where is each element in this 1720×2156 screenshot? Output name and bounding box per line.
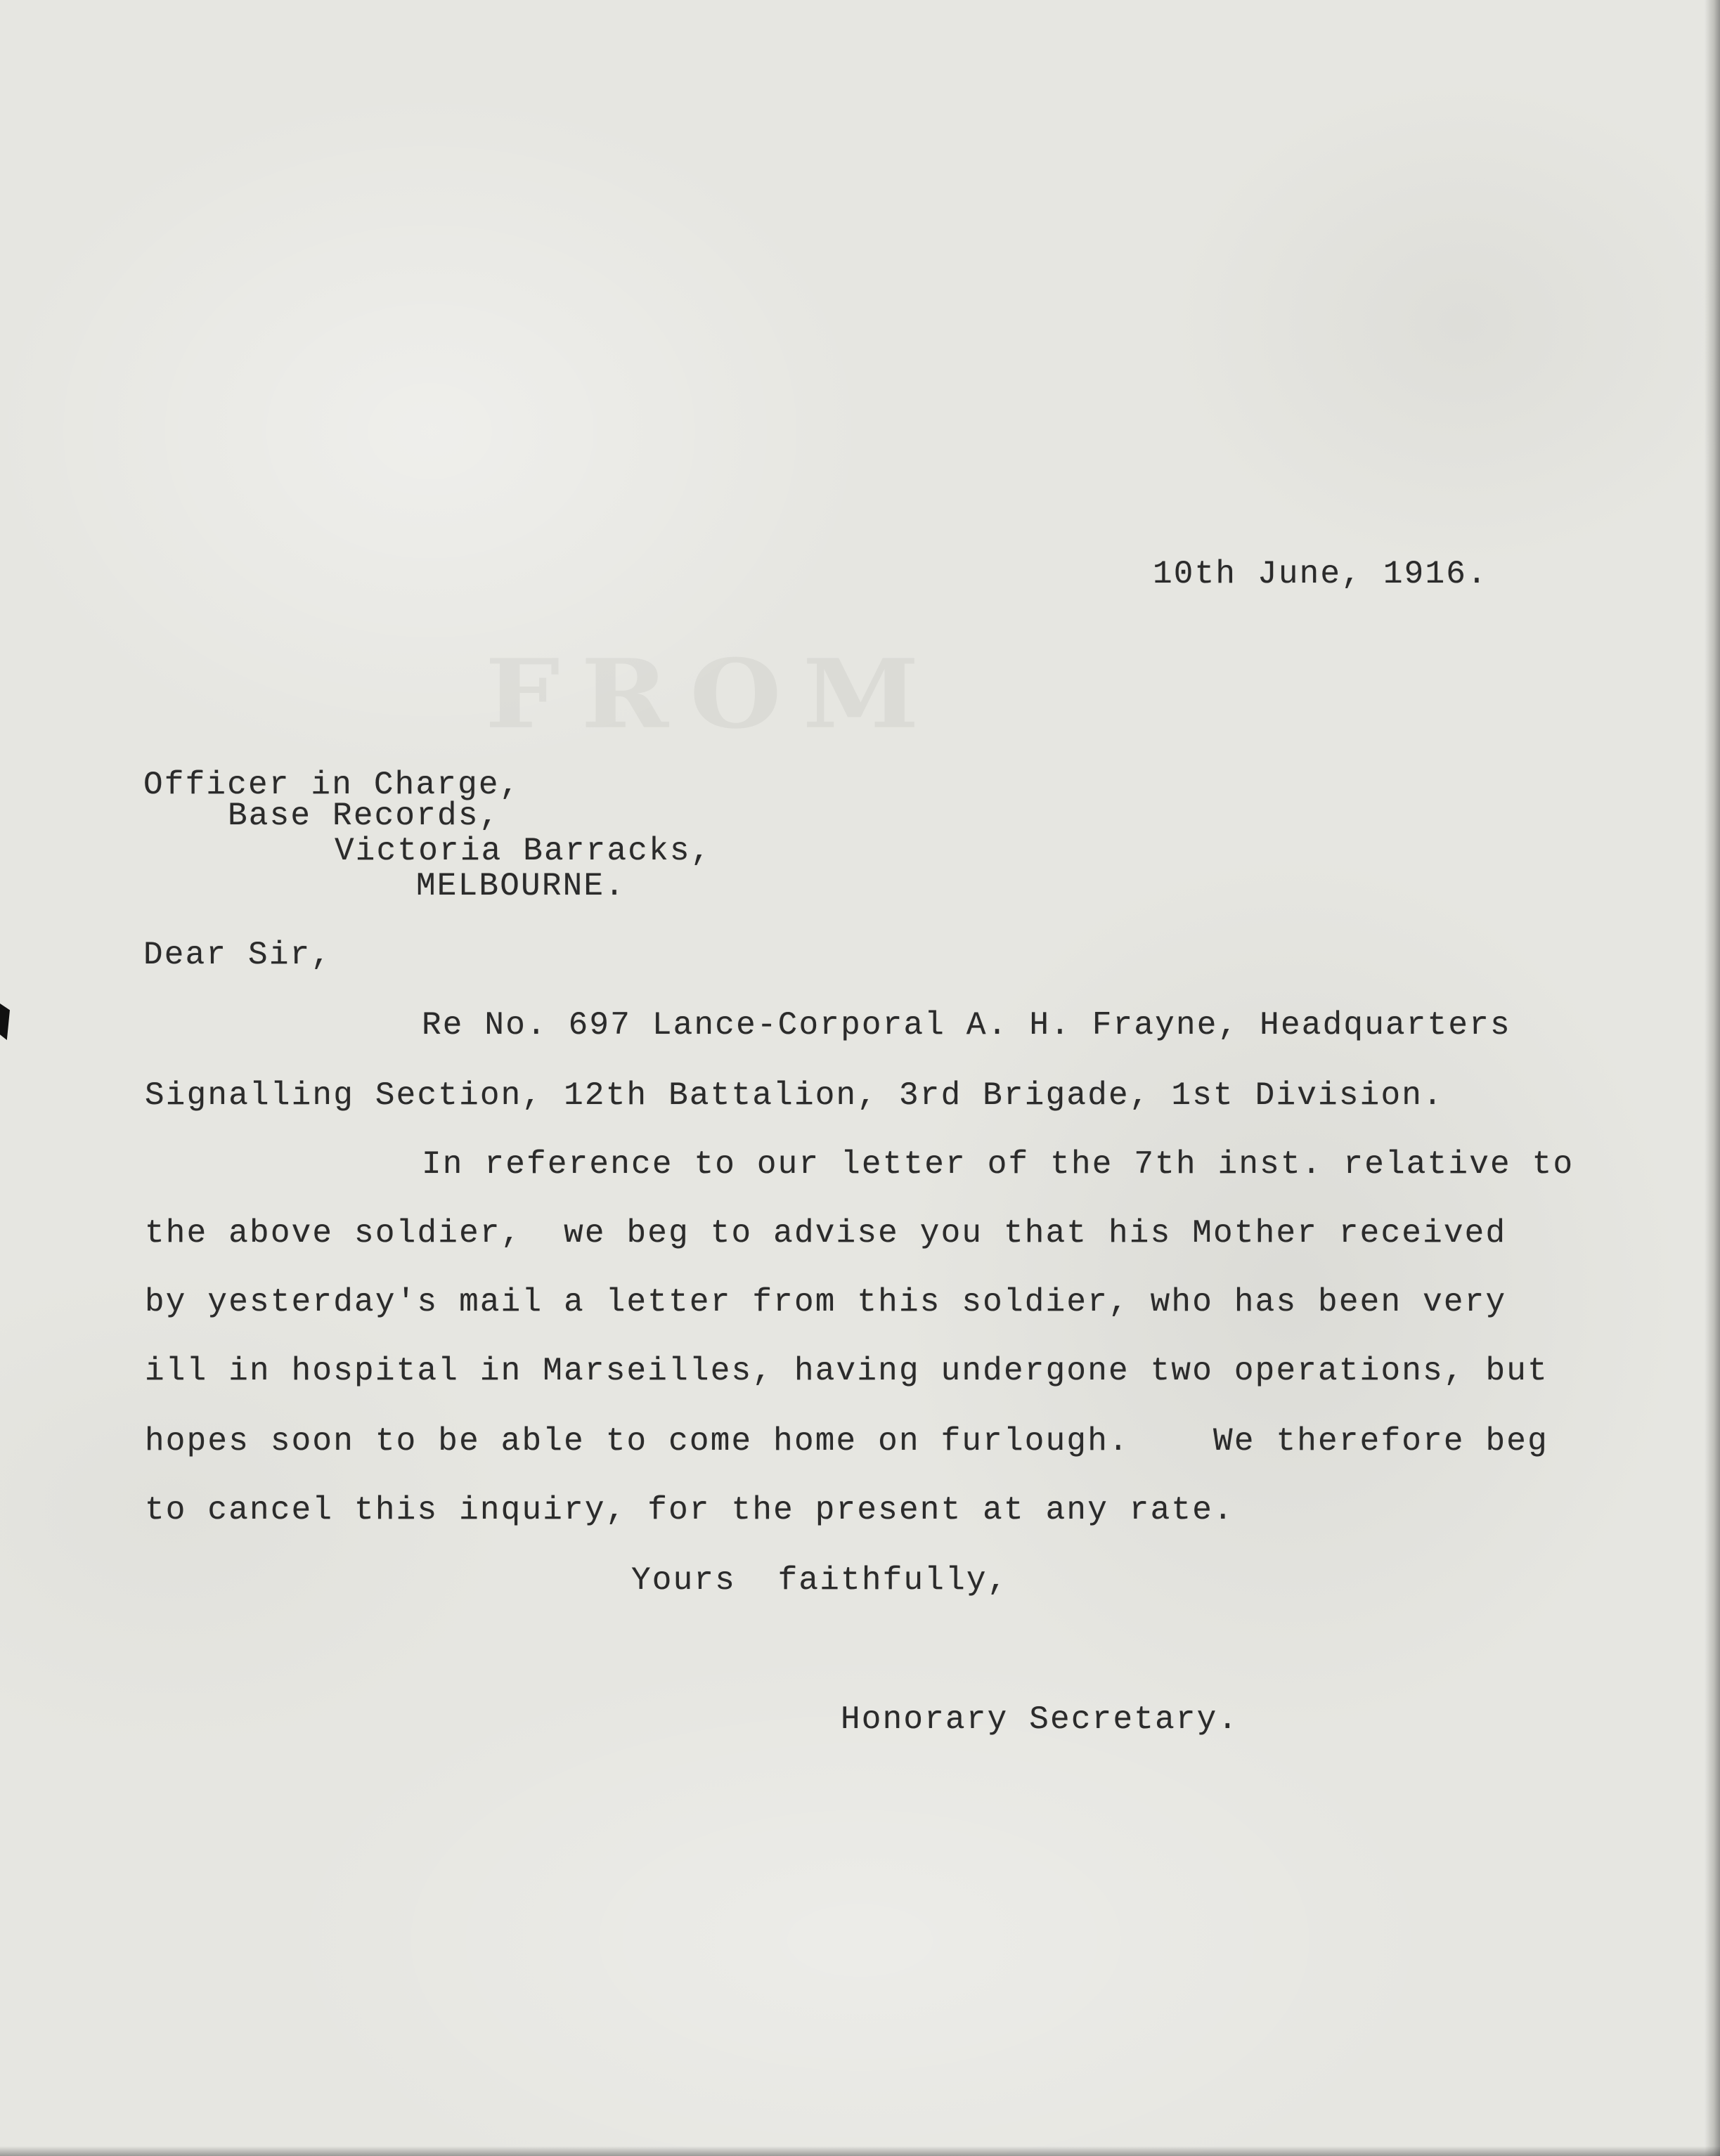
page-edge-shadow-right bbox=[1705, 0, 1720, 2156]
reference-line-2: Signalling Section, 12th Battalion, 3rd Brigade, 1st Division. bbox=[145, 1077, 1444, 1114]
letter-date: 10th June, 1916. bbox=[1153, 556, 1488, 592]
body-line-5: hopes soon to be able to come home on furlough. We therefore beg bbox=[145, 1423, 1548, 1460]
body-line-1: In reference to our letter of the 7th inst. relative to bbox=[422, 1146, 1574, 1183]
faint-stamp-watermark: FROM bbox=[485, 638, 940, 751]
closing: Yours faithfully, bbox=[631, 1562, 1009, 1599]
body-line-6: to cancel this inquiry, for the present at any rate. bbox=[145, 1492, 1234, 1528]
page-edge-shadow-bottom bbox=[0, 2146, 1720, 2156]
address-line-3: Victoria Barracks, bbox=[335, 833, 712, 869]
signature-title: Honorary Secretary. bbox=[841, 1701, 1239, 1738]
address-line-1: Officer in Charge, bbox=[143, 767, 521, 803]
binding-hole-mark bbox=[0, 1004, 10, 1040]
reference-line-1: Re No. 697 Lance-Corporal A. H. Frayne, Headquarters bbox=[422, 1007, 1511, 1044]
address-line-2: Base Records, bbox=[228, 798, 500, 834]
body-line-4: ill in hospital in Marseilles, having undergone two operations, but bbox=[145, 1353, 1548, 1389]
address-line-4: MELBOURNE. bbox=[416, 868, 626, 904]
salutation: Dear Sir, bbox=[143, 937, 332, 973]
body-line-2: the above soldier, we beg to advise you that his Mother received bbox=[145, 1215, 1507, 1252]
body-line-3: by yesterday's mail a letter from this soldier, who has been very bbox=[145, 1284, 1507, 1320]
